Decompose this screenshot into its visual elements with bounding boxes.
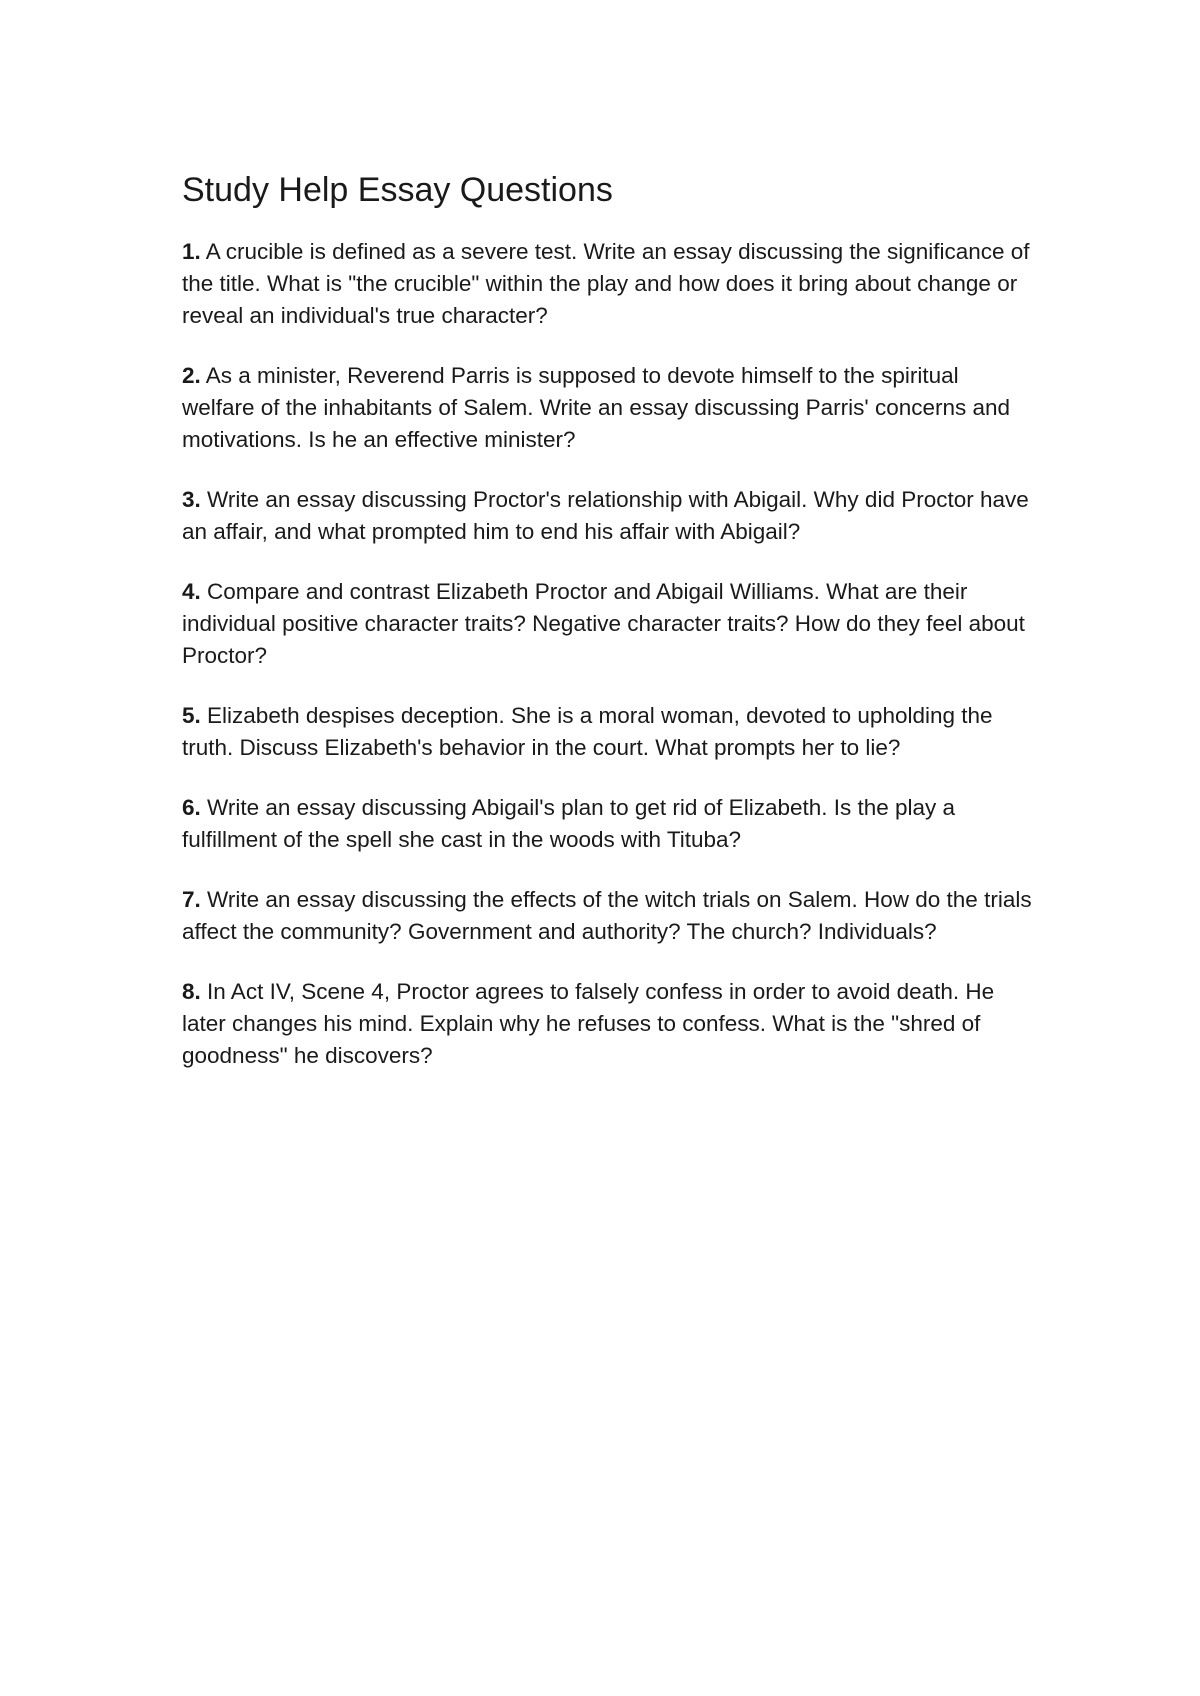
question-item — [182, 792, 1032, 856]
page-title: Study Help Essay Questions — [182, 171, 613, 209]
question-text: Compare and contrast Elizabeth Proctor and Abigail Williams. What are their individual positive character traits? Negative character traits? How do they feel about Proctor? — [182, 579, 1025, 668]
question-item — [182, 700, 1032, 764]
question-item — [182, 576, 1032, 672]
question-item — [182, 360, 1032, 456]
question-number: 6. — [182, 795, 201, 820]
question-text: Write an essay discussing the effects of the witch trials on Salem. How do the trials affect the community? Government and authority? The church? Individuals? — [182, 887, 1032, 944]
question-number: 4. — [182, 579, 201, 604]
question-number: 1. — [182, 239, 201, 264]
question-item — [182, 976, 1032, 1072]
question-number: 3. — [182, 487, 201, 512]
question-item — [182, 484, 1032, 548]
question-item — [182, 236, 1032, 332]
question-text: As a minister, Reverend Parris is supposed to devote himself to the spiritual welfare of the inhabitants of Salem. Write an essay discussing Parris' concerns and motivations. Is he an effective minister? — [182, 363, 1011, 452]
question-number: 5. — [182, 703, 201, 728]
question-number: 8. — [182, 979, 201, 1004]
question-text: Write an essay discussing Abigail's plan to get rid of Elizabeth. Is the play a fulfillment of the spell she cast in the woods with Tituba? — [182, 795, 956, 852]
document-content — [182, 170, 1032, 1100]
question-number: 7. — [182, 887, 201, 912]
question-text: Write an essay discussing Proctor's relationship with Abigail. Why did Proctor have an affair, and what prompted him to end his affair with Abigail? — [182, 487, 1029, 544]
question-number: 2. — [182, 363, 201, 388]
question-text: Elizabeth despises deception. She is a moral woman, devoted to upholding the truth. Discuss Elizabeth's behavior in the court. What prompts her to lie? — [182, 703, 993, 760]
question-text: A crucible is defined as a severe test. Write an essay discussing the significance of the title. What is "the crucible" within the play and how does it bring about change or reveal an individual's true character? — [182, 239, 1030, 328]
question-text: In Act IV, Scene 4, Proctor agrees to falsely confess in order to avoid death. He later changes his mind. Explain why he refuses to confess. What is the "shred of goodness" he discovers? — [182, 979, 995, 1068]
question-item — [182, 884, 1032, 948]
